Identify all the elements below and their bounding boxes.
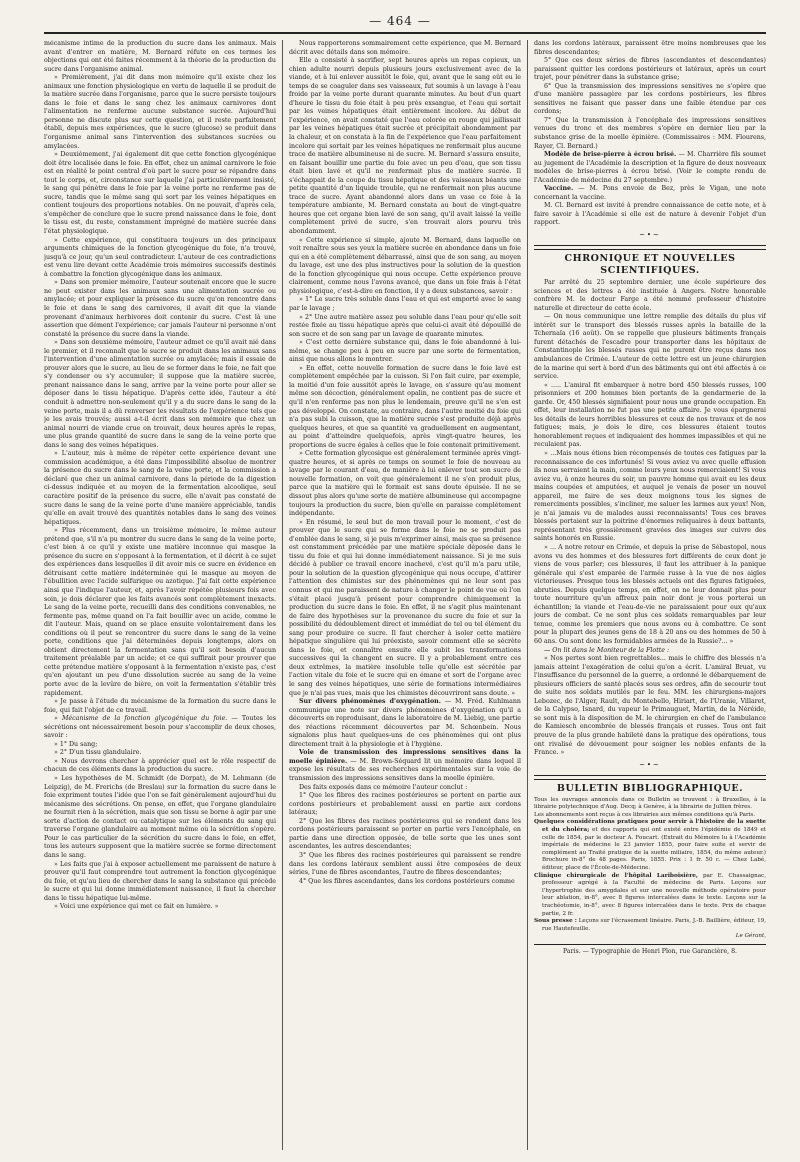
entry-text: par E. Chassaignac, professeur agrégé à la Faculté de médecine de Paris. Leçons sur l'hypertrophie des amygdales et sur une nouvelle méthode opératoire pour leur ablation, in-8°, avec 8 figures intercalées dans le texte. Leçons sur la trachéotomie, in-8°, avec 8 figures intercalées dans le texte. Prix de chaque partie, 2 fr.	[542, 872, 766, 917]
paragraph	[534, 83, 766, 117]
paragraph-text: 3° Que les fibres des racines postérieures qui paraissent se rendre dans les cordons latéraux semblent aussi être composées de deux séries, l'une de fibres ascendantes, l'autre de fibres descendantes;	[289, 851, 521, 877]
bibliography-entry	[534, 819, 766, 872]
paragraph-text: » Je passe à l'étude du mécanisme de la formation du sucre dans le foie, qui fait l'objet de ce travail.	[44, 698, 276, 714]
imprint-rule	[534, 944, 766, 945]
paragraph-text: » Cette formation glycosique est généralement terminée après vingt-quatre heures, et si après ce temps on soumet le foie de nouveau au lavage par le courant d'eau, de manière à lui enlever tout son sucre de nouvelle formation, on voit que généralement il ne s'en produit plus, parce que la matière qui le formait est sans doute épuisée. Il ne se dissout plus alors qu'une sorte de matière albumineuse qui accompagne toujours la production du sucre, bien qu'elle en paraisse complètement indépendante.	[289, 450, 521, 518]
section-rule	[534, 245, 766, 250]
paragraph-text: — M. Fréd. Kuhlmann communique une note sur divers phénomènes d'oxygénation qu'il a découverts en reproduisant, dans le laboratoire de M. Liebig, une partie des réactions récemment découvertes par M. Schœnbein. Nous signalons plus haut quelques-uns de ces phénomènes qui ont plus directement trait à la physiologie et à l'hygiène.	[289, 698, 521, 748]
paragraph	[534, 279, 766, 313]
paragraph-text: « Nos pertes sont bien regrettables... mais le chiffre des blessés n'a jamais atteint l'exagération de celui qu'on a écrit. L'amiral Bruat, vu l'insuffisance du personnel de la guerre, a ordonné le débarquement de plusieurs officiers de santé placés sous ses ordres, afin de secourir tout de suite nos soldats mutilés par le feu. MM. les chirurgiens-majors Lebozec, de l'Alger, Rault, du Montebello, Hiriart, de l'Uranie, Villaret, de la Calypso, Isnard, du vapeur le Primauguet, Martin, de la Néréide, se sont mis à la disposition de M. le chirurgien en chef de l'ambulance de Kamiesch encombrée de blessés français et russes. Tous ont fait preuve de la plus grande habileté dans la pratique des opérations, tous ont rivalisé de dévouement pour soigner les nobles enfants de la France. »	[534, 655, 766, 757]
paragraph	[289, 450, 521, 518]
header-rule	[44, 32, 766, 34]
run-in-heading: Vaccine.	[544, 185, 574, 193]
paragraph-text: Des faits exposés dans ce mémoire l'auteur conclut :	[299, 783, 468, 791]
bibliography-entry	[534, 918, 766, 933]
paragraph	[44, 698, 276, 715]
italic-heading: — On lit dans le Moniteur de la Flotte :	[544, 646, 670, 654]
paragraph	[289, 698, 521, 749]
bulletin-intro-line: Tous les ouvrages annoncés dans ce Bulletin se trouvent : à Bruxelles, à la librairie polytechnique d'Aug. Decq; à Genève, à la librairie de Jullien frères.	[534, 796, 766, 811]
bulletin-intro-line: Les abonnements sont reçus à ces librairies aux mêmes conditions qu'à Paris.	[534, 811, 756, 818]
bibliography-entry	[534, 873, 766, 919]
paragraph	[289, 792, 521, 818]
paragraph-text: — M. Brown-Séquard lit un mémoire dans lequel il expose les résultats de ses recherches expérimentales sur la voie de transmission des impressions sensitives dans la moelle épinière.	[289, 757, 521, 783]
paragraph	[534, 450, 766, 544]
paragraph	[289, 57, 521, 236]
academy-report-continued	[534, 40, 766, 228]
paragraph	[534, 40, 766, 57]
paragraph	[289, 296, 521, 313]
paragraph	[534, 202, 766, 228]
paragraph-text: » Les faits que j'ai à exposer actuellement me paraissent de nature à prouver qu'il faut comprendre tout autrement la fonction glycogénique du foie, et qu'au lieu de chercher dans le sang la substance qui précède le sucre et qui lui donne immédiatement naissance, il faut la chercher dans le tissu hépatique lui-même.	[44, 860, 276, 902]
entry-text: Leçons sur l'écrasement linéaire. Paris, J.-B. Baillière, éditeur, 19, rue Hautefeuille.	[542, 918, 766, 932]
bulletin-list	[534, 819, 766, 933]
entry-title: Sous presse :	[534, 918, 577, 925]
paragraph-text: Elle a consisté à sacrifier, sept heures après un repas copieux, un chien adulte nourri depuis plusieurs jours exclusivement avec de la viande, et à lui enlever aussitôt le foie, qui, avant que le sang eût eu le temps de se coaguler dans ses vaisseaux, fut soumis à un lavage à l'eau froide par la veine porte durant quarante minutes. Au bout d'un quart d'heure le tissu du foie était à peu près exsangue, et l'eau qui sortait par les veines hépatiques était entièrement incolore. Au début de l'expérience, on avait constaté que l'eau colorée en rouge qui jaillissait par les veines hépatiques était sucrée et précipitait abondamment par la chaleur, et on constata à la fin de l'expérience que l'eau parfaitement incolore qui sortait par les veines hépatiques ne renfermait plus aucune trace de matière albumineuse ni de sucre. M. Bernard s'assura ensuite, en faisant bouillir une partie du foie avec un peu d'eau, que son tissu était bien lavé et qu'il ne renfermait plus de matière sucrée. Il s'échappait de la coupe du tissu hépatique et des vaisseaux béants une petite quantité d'un liquide trouble, qui ne renfermait non plus aucune trace de sucre. Ayant abandonné alors dans un vase ce foie à la température ambiante, M. Bernard constata au bout de vingt-quatre heures que cet organe bien lavé de son sang, qu'il avait laissé la veille complètement privé de sucre, s'en trouvait alors pourvu très abondamment.	[289, 57, 521, 236]
section-ornament: ~•~	[639, 760, 661, 769]
paragraph	[44, 741, 276, 750]
paragraph-text: » Voici une expérience qui met ce fait en lumière. »	[54, 903, 219, 911]
paragraph-text: » 2° D'un tissu glandulaire.	[54, 749, 142, 757]
paragraph	[289, 878, 521, 887]
paragraph-text: » 2° Une autre matière assez peu soluble dans l'eau pour qu'elle soit restée fixée au tissu hépatique après que celui-ci avait été dépouillé de son sucre et de son sang par un lavage de quarante minutes.	[289, 313, 521, 338]
column-2	[289, 40, 521, 1152]
paragraph-text: » Nous devrons chercher à apprécier quel est le rôle respectif de chacun de ces éléments dans la production du sucre.	[44, 757, 276, 774]
page-number: — 464 —	[369, 14, 431, 28]
paragraph	[289, 749, 521, 783]
paragraph	[44, 40, 276, 74]
paragraph	[44, 903, 276, 912]
paragraph	[534, 382, 766, 450]
paragraph-text: » 1° Du sang;	[54, 740, 98, 748]
paragraph	[289, 237, 521, 297]
entry-title: Quelques considérations pratiques pour servir à l'histoire de la suette et du choléra;	[534, 819, 766, 834]
paragraph-text: » En résumé, le seul but de mon travail pour le moment, c'est de prouver que le sucre qui se forme dans le foie ne se produit pas d'emblée dans le sang, si je puis m'exprimer ainsi, mais que sa présence est constamment précédée par une matière spéciale déposée dans le tissu du foie et qui lui donne immédiatement naissance. Si je me suis décidé à publier ce travail encore inachevé, c'est qu'il m'a paru utile, pour la solution de la question glycogénique qui nous occupe, d'attirer l'attention des chimistes sur des phénomènes qui ne leur sont pas connus et qui me paraissent de nature à changer le point de vue où l'on s'était placé jusqu'à présent pour comprendre chimiquement la production du sucre dans le foie. En effet, il ne s'agit plus maintenant de faire des hypothèses sur la provenance du sucre du foie et sur la possibilité du dédoublement direct et immédiat de tel ou tel élément du sang pour produire ce sucre. Il faut chercher à isoler cette matière hépatique singulière qui lui préexiste, savoir comment elle se sécrète dans le foie, et connaître ensuite elle subit les transformations successives qui la changent en sucre. Il y a probablement entre ces deux extrêmes, la matière insoluble telle qu'elle est sécrétée par l'action vitale du foie et le sucre qui en émane et sort de l'organe avec le sang des veines hépatiques, une série de formations intermédiaires que je n'ai pas vues, mais que les chimistes découvriront sans doute. »	[289, 518, 521, 697]
paragraph-text: 6° Que la transmission des impressions sensitives ne s'opère que d'une manière passagère par les cordons postérieurs, les fibres sensitives ne faisant que passer dans une faible étendue par ces cordons;	[534, 82, 766, 116]
paragraph-text: 1° Que les fibres des racines postérieures se portent en partie aux cordons postérieurs et probablement aussi en partie aux cordons latéraux;	[289, 792, 521, 817]
imprint: Paris. — Typographie de Henri Plon, rue Garancière, 8.	[563, 947, 737, 955]
paragraph	[44, 527, 276, 698]
paragraph-text: » Dans son deuxième mémoire, l'auteur admet ce qu'il avait nié dans le premier, et il reconnaît que le sucre se produit dans les animaux sans l'intervention d'une alimentation sucrée ou amylacée; mais il essaie de prouver alors que le sucre, au lieu de se former dans le foie, ne fait que s'y condenser ou s'y accumuler; il suppose que la matière sucrée, prenant naissance dans le sang, arrive par la veine porte pour aller se déposer dans le tissu hépatique. D'après cette idée, l'auteur a été conduit à admettre non-seulement qu'il y a du sucre dans le sang de la veine porte, mais il a dû renverser les résultats de l'expérience tels que je les avais trouvés; aussi a-t-il écrit dans son mémoire que chez un animal nourri de viande crue on trouvait, deux heures après le repas, une plus grande quantité de sucre dans le sang de la veine porte que dans le sang des veines hépatiques.	[44, 339, 276, 449]
entry-text: et des rapports qui ont existé entre l'épidémie de 1849 et celle de 1854, par le docteur A. Foucart. (Extrait du Mémoire lu à l'Académie impériale de médecine le 23 janvier 1855, pour faire suite et servir de complément au Traité pratique de la suette miliaire, 1854, du même auteur.) Brochure in-8° de 48 pages. Paris, 1855. Prix : 1 fr. 50 c. — Chez Labé, éditeur, place de l'École-de-Médecine.	[542, 827, 766, 871]
run-in-heading: Voie de transmission des impressions sensitives dans la moelle épinière.	[289, 749, 521, 765]
paragraph-text: » Dans son premier mémoire, l'auteur soutenait encore que le sucre ne peut exister dans les animaux sans une alimentation sucrée ou amylacée; et pour expliquer la présence du sucre qu'on rencontre dans le foie et dans le sang des carnivores, il avait dit que la viande provenant d'animaux herbivores doit contenir du sucre. C'est là une assertion que dément l'expérience; car jamais l'auteur ni personne n'ont constaté la présence du sucre dans la viande.	[44, 279, 276, 338]
entry-title: Clinique chirurgicale de l'hôpital Lariboisière,	[534, 872, 698, 879]
paragraph	[289, 784, 521, 793]
paragraph	[44, 151, 276, 236]
paragraph-text: M. Cl. Bernard est invité à prendre connaissance de cette note, et à faire savoir à l'Académie si elle est de nature à devenir l'objet d'un rapport.	[534, 202, 766, 227]
paragraph	[289, 852, 521, 878]
section-ornament: ~•~	[639, 231, 661, 240]
paragraph-text: » Plus récemment, dans un troisième mémoire, le même auteur prétend que, s'il n'a pu montrer du sucre dans le sang de la veine porte, c'est bien à ce qu'il y existe une matière inconnue qui masque la présence du sucre en s'opposant à la fermentation, et il décrit à ce sujet des expériences dans lesquelles il dit avoir mis ce sucre en évidence en détruisant cette matière indéterminée qui le masque au moyen de l'ébullition avec l'acide sulfurique ou azotique. J'ai fait cette expérience ainsi que l'indique l'auteur, et, après l'avoir répétée plusieurs fois avec soin, je dois déclarer que les faits avancés sont complètement inexacts. Le sang de la veine porte, recueilli dans des conditions convenables, ne fermente pas, même quand on l'a fait bouillir avec un acide, comme le dit l'auteur. Mais, quand on se place ensuite volontairement dans les conditions où il peut se rencontrer du sucre dans le sang de la veine porte, conditions que j'ai déterminées depuis longtemps, alors on obtient directement la fermentation sans qu'il soit besoin d'aucun traitement préalable par un acide; et ce qui suffirait pour prouver que cette prétendue matière s'opposant à la fermentation n'existe pas, c'est qu'en ajoutant un peu d'une dissolution sucrée au sang de la veine porte avec de la levûre de bière, on voit la fermentation s'établir très rapidement.	[44, 527, 276, 697]
paragraph-text: 7° Que la transmission à l'encéphale des impressions sensitives venues du tronc et des membres s'opère en dernier lieu par la substance grise de la moelle épinière. (Commissaires : MM. Flourens, Rayer, Cl. Bernard.)	[534, 116, 766, 150]
section-rule	[534, 775, 766, 780]
paragraph	[289, 339, 521, 365]
bulletin-intro	[534, 797, 766, 820]
paragraph	[289, 519, 521, 698]
column-3	[534, 40, 766, 1152]
paragraph	[289, 314, 521, 340]
paragraph-text: — Toutes les sécrétions ont nécessairement besoin pour s'accomplir de deux choses, savoir :	[44, 715, 276, 740]
paragraph-text: » En effet, cette nouvelle formation de sucre dans le foie lavé est complètement empêchée par la cuisson. Si l'on fait cuire, par exemple, la moitié d'un foie aussitôt après le lavage, on s'assure qu'au moment même son décoction, généralement opalin, ne contient pas de sucre et qu'il n'en renferme pas non plus le lendemain, preuve qu'il ne s'en est pas développé. On constate, au contraire, dans l'autre moitié du foie qui n'a pas subi la cuisson, que la matière sucrée s'est produite déjà après quelques heures, et que sa quantité va graduellement en augmentant, au point d'atteindre quelquefois, après vingt-quatre heures, les proportions de sucre égales à celles que le foie contenait primitivement.	[289, 364, 521, 449]
chronique-title: CHRONIQUE ET NOUVELLES SCIENTIFIQUES.	[564, 253, 736, 277]
paragraph-text: — M. Pons envoie de Bez, près le Vigan, une note concernant la vaccine.	[534, 185, 766, 201]
paragraph	[44, 749, 276, 758]
paragraph	[44, 74, 276, 151]
paragraph-text: » Deuxièmement, j'ai également dit que cette fonction glycogénique doit être localisée dans le foie. En effet, chez un animal carnivore le foie est en réalité le point central d'où part le sucre pour se répandre dans tout le corps, et, circonstance sur laquelle j'ai particulièrement insisté, le sang qui pénètre dans le foie par la veine porte ne renferme pas de sucre, tandis que le même sang qui sort par les veines hépatiques en contient toujours des proportions notables. On ne pouvait, d'après cela, s'empêcher de conclure que le sucre prend naissance dans le foie, dont le tissu est, du reste, constamment imprégné de matière sucrée dans l'état physiologique.	[44, 151, 276, 236]
run-in-heading: Modèle de brise-pierre à écrou brisé.	[544, 151, 677, 159]
paragraph-text: » Premièrement, j'ai dit dans mon mémoire qu'il existe chez les animaux une fonction physiologique en vertu de laquelle il se produit de la matière sucrée dans l'organisme, parce que le sucre persiste toujours dans le foie et dans le sang chez les animaux carnivores dont l'alimentation ne renferme aucune substance sucrée. Aujourd'hui personne ne discute plus sur cette question, et il reste parfaitement établi, depuis mes expériences, que le sucre (glucose) se produit dans l'organisme animal sans l'intervention des substances sucrées ou amylacées.	[44, 74, 276, 150]
paragraph	[534, 647, 766, 656]
paragraph	[44, 339, 276, 450]
paragraph	[534, 57, 766, 83]
paragraph-text: — On nous communique une lettre remplie des détails du plus vif intérêt sur le transport des blessés russes après la bataille de la Tchernaïa (16 août). On se rappelle que plusieurs bâtiments français furent détachés de l'escadre pour transporter dans les hôpitaux de Constantinople les blessés russes qui ne purent être reçus dans nos ambulances de Crimée. L'auteur de cette lettre est un jeune chirurgien de la marine qui sert à bord d'un des bâtiments qui ont été affectés à ce service.	[534, 313, 766, 381]
paragraph-text: 5° Que ces deux séries de fibres (ascendantes et descendantes) paraissent quitter les cordons postérieurs et latéraux, après un court trajet, pour pénétrer dans la substance grise;	[534, 57, 766, 82]
paragraph	[534, 151, 766, 185]
paragraph-text: 4° Que les fibres ascendantes, dans les cordons postérieurs comme	[299, 877, 515, 885]
paragraph-text: Par arrêté du 25 septembre dernier, une école supérieure des sciences et des lettres a été instituée à Angers. Notre honorable confrère M. le docteur Farge a été nommé professeur d'histoire naturelle et directeur de cette école.	[534, 279, 766, 312]
paragraph	[44, 775, 276, 860]
bulletin-title: BULLETIN BIBLIOGRAPHIQUE.	[556, 782, 744, 794]
paragraph	[44, 715, 276, 741]
paragraph-text: » C'est cette dernière substance qui, dans le foie abandonné à lui-même, se change peu à peu en sucre par une sorte de fermentation, ainsi que nous allons le montrer.	[289, 339, 521, 364]
run-in-heading: Sur divers phénomènes d'oxygénation.	[299, 698, 441, 706]
paragraph-text: » ...Mais nous étions bien récompensés de toutes ces fatigues par la reconnaissance de ces infortunés! Si vous aviez vu avec quelle effusion ils nous serraient la main, comme leurs yeux nous remerciaient! Si vous aviez vu, à onze heures du soir, un pauvre homme qui avait eu les deux mains coupées et amputées, et auquel je venais de poser un nouvel appareil, me faire de ses deux moignons tous les signes de remerciments possibles, s'incliner, me saluer les larmes aux yeux! Non, je n'ai jamais vu de malades aussi reconnaissants! Tous ces braves blessés portaient sur la poitrine d'énormes reliquaires à deux battants, représentant très grossièrement gravées des images sur cuivre des saints honorés en Russie.	[534, 449, 766, 543]
column-1	[44, 40, 276, 1152]
paragraph	[534, 117, 766, 151]
paragraph-text: « Cette expérience si simple, ajoute M. Bernard, dans laquelle on voit renaître sous ses yeux la matière sucrée en abondance dans un foie qui en a été complètement débarrassé, ainsi que de son sang, au moyen du lavage, est une des plus instructives pour la solution de la question de la fonction glycogénique qui nous occupe. Cette expérience prouve clairement, comme nous l'avons avancé, que dans un foie frais à l'état physiologique, c'est-à-dire en fonction, il y a deux substances, savoir :	[289, 236, 521, 295]
paragraph-text: » L'auteur, mis à même de répéter cette expérience devant une commission académique, a été dans l'impossibilité absolue de montrer la présence du sucre dans le sang de la veine porte, et la commission a déclaré que chez un animal carnivore, dans la période de la digestion ci-dessus indiquée et au moyen de la fermentation alcoolique, seul caractère positif de la présence du sucre, elle n'avait pas constaté de sucre dans le sang de la veine porte d'une manière appréciable, tandis qu'elle en avait trouvé des quantités notables dans le sang des veines hépatiques.	[44, 450, 276, 526]
paragraph-text: » ... A notre retour en Crimée, et depuis la prise de Sébastopol, nous avons vu des hommes et des blessures fort différents de ceux dont je viens de vous parler; ces blessures, il faut les attribuer à la panique générale qui s'est emparée de l'armée russe à la vue de nos aigles victorieuses. Presque tous les blessés actuels ont des figures fatiguées, abruties. Depuis quelque temps, en effet, on ne leur donnait plus pour toute nourriture qu'un affreux pain noir dont je vous porterai un échantillon; la viande et l'eau-de-vie ne paraissaient pour eux qu'aux jours de combat. Ce ne sont plus ces soldats remarquables par leur tenue, comme les premiers que nous avons eu à combattre. Ce sont pour la plupart des jeunes gens de 18 à 20 ans ou des hommes de 50 à 60 ans. Ou sont donc les formidables armées de la Russie?... »	[534, 543, 766, 645]
paragraph-text: » 1° Le sucre très soluble dans l'eau et qui est emporté avec le sang par le lavage ;	[289, 296, 521, 312]
chronique-body	[534, 279, 766, 758]
paragraph	[534, 544, 766, 647]
italic-heading: » Mécanisme de la fonction glycogénique du foie.	[54, 715, 228, 723]
paragraph	[44, 861, 276, 904]
paragraph	[289, 365, 521, 450]
paragraph	[44, 758, 276, 775]
paragraph-text: Nous rapporterons sommairement cette expérience, que M. Bernard décrit avec détails dans son mémoire.	[289, 40, 521, 56]
paragraph	[44, 237, 276, 280]
column-divider	[282, 40, 283, 1150]
column-divider	[527, 40, 528, 1150]
paragraph-text: » Cette expérience, qui constituera toujours un des principaux arguments chimiques de la fonction glycogénique du foie, n'a trouvé, jusqu'à ce jour, qu'un seul contradicteur. L'auteur de ces contradictions est venu lire devant cette Académie trois mémoires successifs destinés à combattre la fonction glycogénique dans les animaux.	[44, 236, 276, 278]
paragraph	[534, 185, 766, 202]
paragraph	[44, 450, 276, 527]
paragraph	[534, 655, 766, 758]
paragraph	[534, 313, 766, 381]
paragraph-text: » Les hypothèses de M. Schmidt (de Dorpat), de M. Lehmann (de Leipzig), de M. Frerichs (de Breslau) sur la formation du sucre dans le foie expriment toutes l'idée que l'on se fait généralement aujourd'hui du mécanisme des sécrétions. On pense, en effet, que l'organe glandulaire ne fournit rien à la sécrétion, mais que son tissu se borne à agir par une sorte d'action de contact ou catalytique sur les éléments du sang qui traverse l'organe glandulaire au moment même où la sécrétion s'opère. Pour le cas particulier de la sécrétion du sucre dans le foie, en effet, tous les auteurs supposent que la matière sucrée se forme directement dans le sang.	[44, 775, 276, 859]
gerant-signature: Le Gérant,	[735, 933, 766, 940]
paragraph-text: dans les cordons latéraux, paraissent être moins nombreuses que les fibres descendantes;	[534, 40, 766, 56]
paragraph-text: — M. Charrière fils soumet au jugement de l'Académie la description et la figure de deux nouveaux modèles de brise-pierres à écrou brisé. (Voir le compte rendu de l'Académie de médecine du 27 septembre.)	[534, 151, 766, 184]
paragraph	[289, 40, 521, 57]
paragraph	[44, 279, 276, 339]
paragraph	[289, 818, 521, 852]
paragraph-text: 2° Que les fibres des racines postérieures qui se rendent dans les cordons postérieurs paraissent se porter en partie vers l'encéphale, en partie dans une direction opposée, de telle sorte que les unes sont ascendantes, les autres descendantes;	[289, 817, 521, 851]
paragraph-text: mécanisme intime de la production du sucre dans les animaux. Mais avant d'entrer en matière, M. Bernard réfute en ces termes les objections qui ont été faites récemment à la théorie de la production du sucre dans l'organisme animal.	[44, 40, 276, 73]
paragraph-text: « ..... L'amiral fit embarquer à notre bord 450 blessés russes, 100 prisonniers et 200 hommes bien portants de la gendarmerie de la garde. Or, 450 blessés signifiaient pour nous une grande occupation. En effet, leur installation ne fut pas une petite affaire. Je vous épargnerai les détails de leurs horribles blessures et ceux de nos travaux et de nos fatigues; mais, je dois le dire, ces blessures étaient toutes honorablement reçues et indiquaient des hommes impassibles et qui ne reculaient pas.	[534, 381, 766, 449]
